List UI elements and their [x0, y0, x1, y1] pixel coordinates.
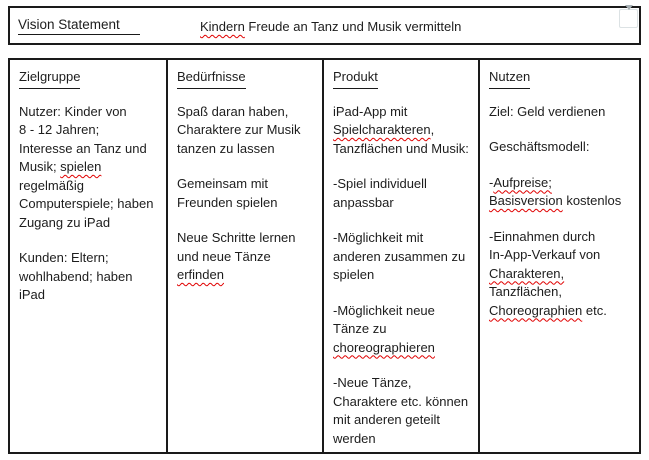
column-title [333, 68, 472, 89]
text-segment: tanzen zu lassen [177, 140, 275, 156]
table-column-3[interactable] [324, 60, 480, 452]
text-segment: spielen [333, 267, 375, 282]
table-column-4[interactable] [480, 60, 639, 452]
text-line [489, 192, 633, 211]
paragraph [177, 175, 316, 212]
text-segment: werden [333, 430, 376, 446]
text-segment: Neue Schritte lernen [177, 230, 296, 245]
vision-statement-value[interactable] [200, 19, 461, 34]
paragraph [333, 103, 472, 159]
text-segment: anpassbar [333, 194, 394, 210]
text-line [333, 393, 472, 412]
paragraph [177, 103, 316, 159]
text-line [177, 229, 316, 248]
text-line [19, 249, 160, 268]
text-segment: iPad-App mit [333, 103, 408, 119]
text-line [177, 194, 316, 213]
text-segment: Charaktere zur Musik [177, 122, 301, 137]
misspelled-word: Choreographien [489, 302, 583, 318]
text-segment: In-App-Verkauf von [489, 247, 601, 262]
text-line [489, 138, 633, 157]
table-column-2[interactable] [168, 60, 324, 452]
text-segment: -Möglichkeit mit [333, 230, 424, 245]
text-segment: Tanzflächen, [489, 284, 562, 299]
text-line [19, 214, 160, 233]
text-segment: Kunden: Eltern; [19, 250, 109, 265]
text-line [177, 103, 316, 122]
text-segment: anderen zusammen zu [333, 248, 466, 264]
text-line [333, 248, 472, 267]
paragraph [489, 103, 633, 122]
paragraph [19, 249, 160, 305]
text-line [333, 121, 472, 140]
text-line [177, 266, 316, 285]
text-line [489, 265, 633, 284]
text-segment: Freunden spielen [177, 194, 278, 210]
column-title-text: Zielgruppe [19, 68, 80, 89]
paragraph [333, 374, 472, 448]
column-title [177, 68, 316, 89]
text-line [19, 268, 160, 287]
text-segment: Charaktere etc. können [333, 393, 469, 409]
vision-table [8, 58, 641, 454]
text-segment: und neue Tänze [177, 248, 271, 264]
paragraph [333, 229, 472, 285]
text-segment: -Möglichkeit neue [333, 302, 435, 318]
paragraph [333, 302, 472, 358]
text-segment: mit anderen geteilt [333, 412, 440, 427]
text-line [333, 411, 472, 430]
paragraph [177, 229, 316, 285]
paragraph [333, 175, 472, 212]
misspelled-word: Basisversion [489, 193, 563, 208]
text-line [333, 430, 472, 449]
text-line [177, 140, 316, 159]
text-segment: Freude an Tanz und Musik vermitteln [244, 19, 462, 34]
text-line [333, 194, 472, 213]
text-segment: Interesse an Tanz und [19, 140, 147, 156]
text-line [489, 174, 633, 193]
text-line [333, 266, 472, 285]
text-segment: Spaß daran haben, [177, 103, 289, 119]
text-segment: - [489, 174, 494, 190]
text-line [177, 121, 316, 140]
column-title-text: Bedürfnisse [177, 68, 246, 89]
text-segment: , [430, 122, 435, 137]
text-line [333, 140, 472, 159]
text-segment: Computerspiele; haben [19, 196, 154, 211]
paragraph [19, 103, 160, 233]
text-line [177, 175, 316, 194]
misspelled-word: erfinden [177, 267, 224, 282]
triangle-down-icon [625, 10, 633, 28]
column-title-text: Produkt [333, 68, 378, 89]
paragraph [489, 228, 633, 321]
text-line [489, 283, 633, 302]
text-segment: etc. [582, 302, 607, 318]
misspelled-word: Kindern [200, 19, 245, 34]
column-title [19, 68, 160, 89]
text-segment: -Spiel individuell [333, 176, 427, 191]
column-title-text: Nutzen [489, 68, 530, 89]
misspelled-word: Spielcharakteren [333, 122, 431, 137]
text-segment: Geschäftsmodell: [489, 139, 590, 154]
vision-statement-label-text: Vision Statement [18, 17, 140, 35]
text-segment: Tänze zu [333, 321, 387, 336]
text-line [19, 103, 160, 122]
text-segment: Gemeinsam mit [177, 176, 269, 191]
text-segment: Musik; [19, 159, 61, 174]
text-line [489, 228, 633, 247]
text-segment: 8 - 12 Jahren; [19, 122, 100, 137]
text-line [333, 320, 472, 339]
text-line [489, 103, 633, 122]
text-segment: wohlhabend; haben [19, 268, 133, 284]
text-segment: Nutzer: Kinder von [19, 103, 127, 119]
text-line [333, 374, 472, 393]
paragraph [489, 174, 633, 211]
vision-statement-label [18, 17, 140, 35]
text-line [333, 302, 472, 321]
text-segment: kostenlos [562, 193, 622, 208]
text-line [177, 248, 316, 267]
text-line [19, 158, 160, 177]
text-line [489, 246, 633, 265]
text-segment: -Neue Tänze, [333, 375, 412, 390]
dropdown-button[interactable] [619, 9, 638, 28]
misspelled-word: choreographieren [333, 339, 435, 355]
text-line [489, 302, 633, 321]
text-segment: -Einnahmen durch [489, 228, 596, 244]
text-line [333, 229, 472, 248]
text-line [19, 286, 160, 305]
table-column-1[interactable] [10, 60, 168, 452]
text-line [19, 195, 160, 214]
text-segment: Ziel: Geld verdienen [489, 103, 606, 119]
text-line [333, 339, 472, 358]
column-title [489, 68, 633, 89]
text-segment: regelmäßig [19, 177, 85, 193]
misspelled-word: Aufpreise; [493, 174, 552, 190]
text-segment: Tanzflächen und Musik: [333, 140, 469, 156]
text-segment: Zugang zu iPad [19, 214, 111, 230]
text-line [19, 177, 160, 196]
text-segment: iPad [19, 287, 46, 302]
text-line [333, 175, 472, 194]
text-line [19, 121, 160, 140]
vision-statement-header-box [8, 6, 641, 45]
paragraph [489, 138, 633, 157]
text-line [19, 140, 160, 159]
misspelled-word: Charakteren, [489, 265, 565, 281]
text-line [333, 103, 472, 122]
misspelled-word: spielen [60, 159, 102, 174]
